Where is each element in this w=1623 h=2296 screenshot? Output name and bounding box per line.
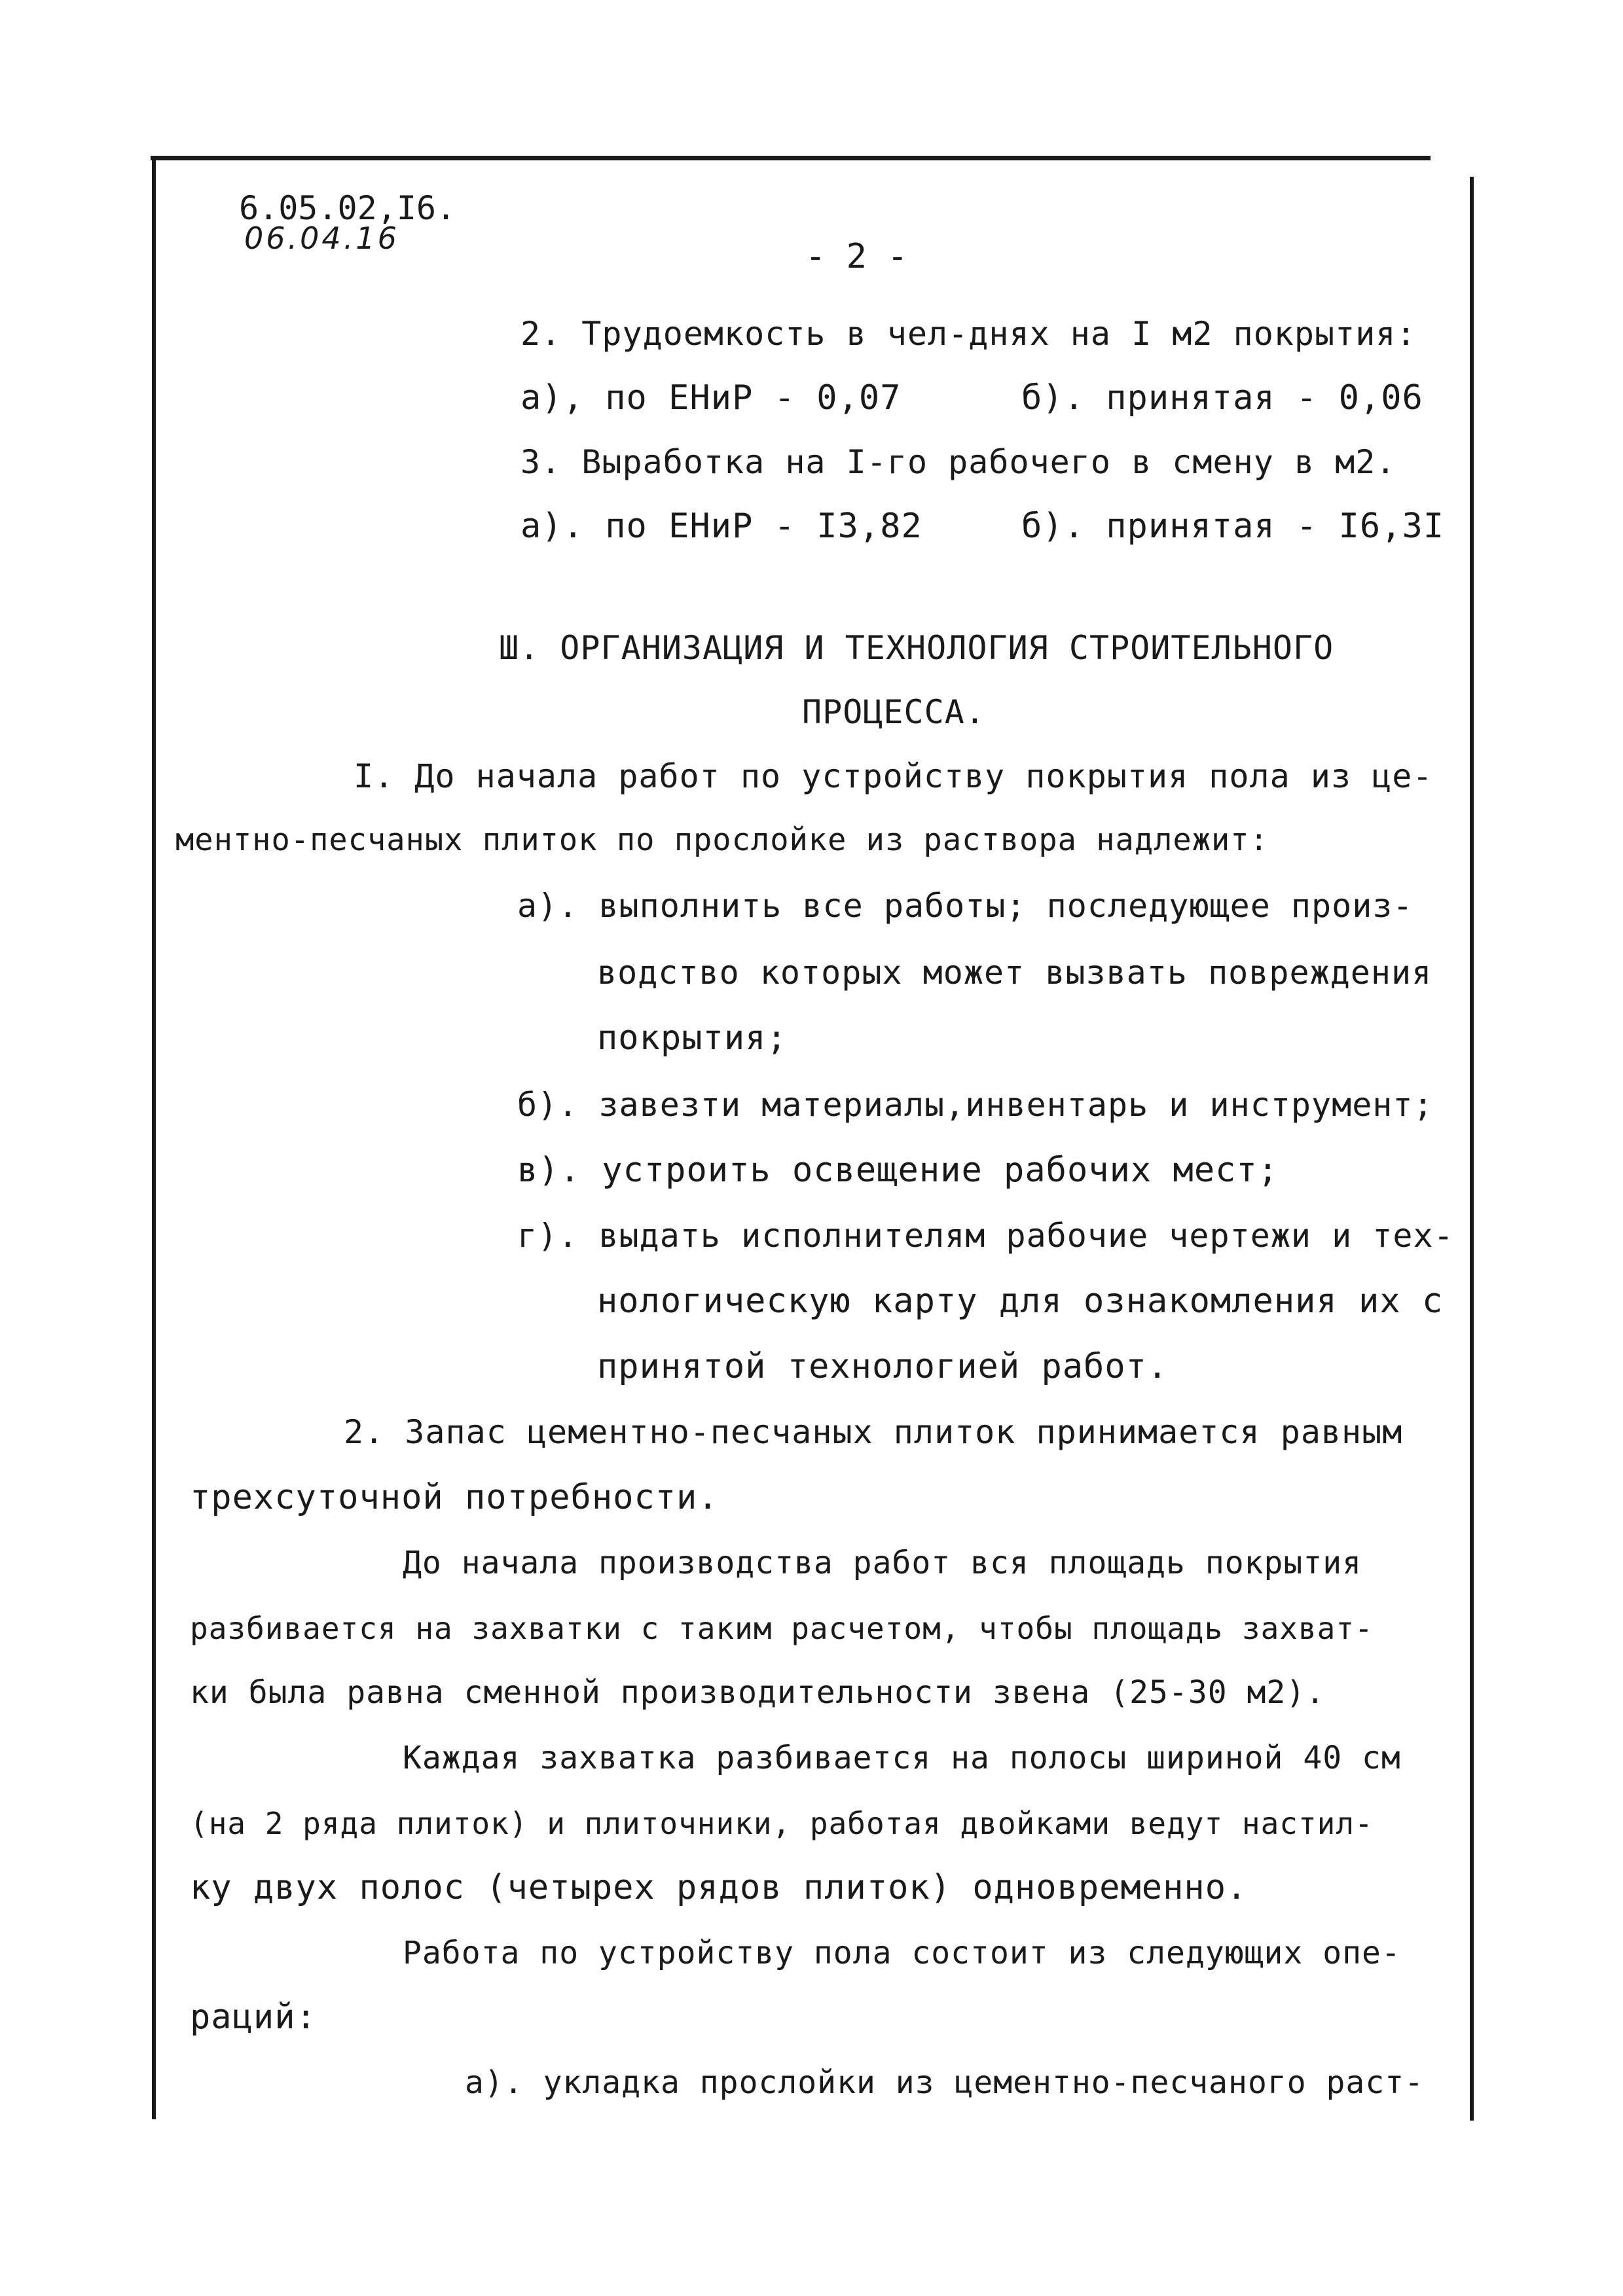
section-heading-line1: Ш. ОРГАНИЗАЦИЯ И ТЕХНОЛОГИЯ СТРОИТЕЛЬНОГО [499, 629, 1334, 667]
labor-intensity-enir: а), по ЕНиР - 0,07 [520, 378, 902, 418]
handwritten-date: 06.04.16 [244, 221, 399, 256]
list-item-b: б). завезти материалы,инвентарь и инструмент; [517, 1086, 1434, 1124]
paragraph-2-line1: 2. Запас цементно-песчаных плиток принимается равным [344, 1413, 1403, 1451]
document-code: 6.05.02,I6. [239, 189, 456, 227]
list-item-a-line2: водство которых может вызвать повреждения [597, 954, 1432, 992]
list-item-g-line3: принятой технологией работ. [597, 1347, 1169, 1386]
operation-item-a: а). укладка прослойки из цементно-песчаного раст- [465, 2064, 1425, 2101]
right-border-line [1470, 177, 1474, 2121]
paragraph-2-line2: трехсуточной потребности. [190, 1478, 719, 1517]
paragraph-5-line2: раций: [190, 1998, 317, 2037]
paragraph-4-line3: ку двух полос (четырех рядов плиток) одновременно. [190, 1868, 1248, 1907]
paragraph-5-line1: Работа по устройству пола состоит из следующих опе- [403, 1935, 1401, 1971]
output-title: 3. Выработка на I-го рабочего в смену в м2. [520, 443, 1396, 481]
list-item-v: в). устроить освещение рабочих мест; [517, 1151, 1279, 1190]
left-border-line [152, 156, 156, 2119]
paragraph-1-line2: ментно-песчаных плиток по прослойке из раствора надлежит: [175, 822, 1269, 858]
section-heading-line2: ПРОЦЕССА. [802, 693, 985, 731]
output-enir: а). по ЕНиР - I3,82 [520, 507, 922, 546]
paragraph-4-line1: Каждая захватка разбивается на полосы шириной 40 см [403, 1740, 1401, 1776]
top-border-line [151, 156, 1431, 160]
paragraph-4-line2: (на 2 ряда плиток) и плиточники, работая двойками ведут настил- [190, 1806, 1374, 1841]
labor-intensity-title: 2. Трудоемкость в чел-днях на I м2 покрытия: [520, 315, 1417, 353]
list-item-a-line3: покрытия; [597, 1018, 788, 1058]
paragraph-3-line1: До начала производства работ вся площадь покрытия [403, 1545, 1362, 1581]
paragraph-3-line3: ки была равна сменной производительности звена (25-30 м2). [190, 1674, 1326, 1711]
output-accepted: б). принятая - I6,3I [1021, 507, 1445, 546]
paragraph-1-line1: I. До начала работ по устройству покрытия пола из це- [354, 757, 1433, 795]
list-item-a-line1: а). выполнить все работы; последующее произ- [517, 887, 1413, 925]
list-item-g-line1: г). выдать исполнителям рабочие чертежи и тех- [517, 1217, 1454, 1255]
list-item-g-line2: нологическую карту для ознакомления их с [597, 1282, 1444, 1321]
paragraph-3-line2: разбивается на захватки с таким расчетом, чтобы площадь захват- [190, 1611, 1374, 1646]
page-number: - 2 - [805, 237, 908, 276]
labor-intensity-accepted: б). принятая - 0,06 [1021, 378, 1423, 418]
